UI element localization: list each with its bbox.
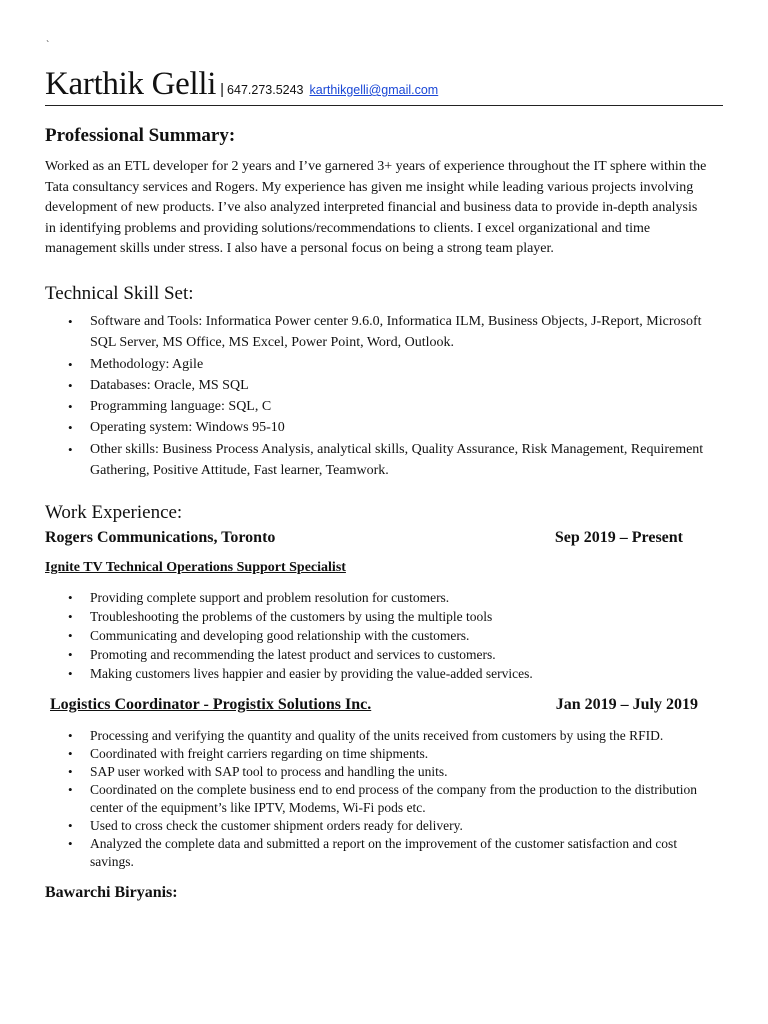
- experience-section: [45, 501, 725, 904]
- stray-mark: `: [46, 40, 50, 51]
- summary-text: Worked as an ETL developer for 2 years and I’ve garnered 3+ years of experience throughout the IT sphere within the Tata consultancy services and Rogers. My experience has given me insight while leading various projects involving development of new products. I’ve also analyzed interpreted financial and business data to provide in-depth analysis in identifying problems and providing solutions/recommendations to clients. I excel organizational and time management skills under stress. I also have a personal focus on being a strong team player.: [45, 159, 707, 257]
- skill-item: • Software and Tools: Informatica Power center 9.6.0, Informatica ILM, Business Objects, J-Report, Microsoft SQL Server, MS Office, MS Excel, Power Point, Word, Outlook.: [45, 311, 725, 354]
- skills-list: [45, 311, 725, 481]
- job-dates: Jan 2019 – July 2019: [555, 696, 698, 714]
- company-name: Rogers Communications, Toronto: [45, 529, 276, 547]
- company-name: Bawarchi Biryanis:: [45, 884, 178, 902]
- experience-heading: Work Experience:: [45, 502, 183, 524]
- duty-item: • Analyzed the complete data and submitted a report on the improvement of the customer satisfaction and cost savings.: [45, 835, 720, 871]
- phone-number: 647.273.5243: [227, 83, 304, 97]
- header-separator: |: [220, 81, 225, 98]
- skill-item: • Databases: Oracle, MS SQL: [45, 375, 725, 396]
- resume-header: [45, 66, 723, 106]
- duty-item: • Coordinated on the complete business end to end process of the company from the production to the distribution center of the equipment’s like IPTV, Modems, Wi-Fi pods etc.: [45, 781, 720, 817]
- duty-item: • SAP user worked with SAP tool to process and handling the units.: [45, 763, 720, 781]
- skill-item: • Methodology: Agile: [45, 354, 725, 375]
- email-link[interactable]: karthikgelli@gmail.com: [309, 83, 439, 97]
- skill-item: • Programming language: SQL, C: [45, 396, 725, 417]
- duty-item: • Promoting and recommending the latest product and services to customers.: [45, 646, 725, 665]
- skills-heading: Technical Skill Set:: [45, 282, 194, 304]
- duty-item: • Used to cross check the customer shipment orders ready for delivery.: [45, 817, 720, 835]
- duty-item: • Processing and verifying the quantity and quality of the units received from customers by using the RFID.: [45, 727, 720, 745]
- candidate-name: Karthik Gelli: [45, 66, 217, 102]
- job-rogers-header: [45, 527, 683, 549]
- job-progistix-header: [45, 694, 698, 716]
- duty-item: • Providing complete support and problem resolution for customers.: [45, 589, 725, 608]
- skills-section: [45, 283, 725, 481]
- duties-list: [45, 589, 725, 683]
- resume-body: [45, 124, 725, 904]
- job-title: Ignite TV Technical Operations Support Specialist: [45, 560, 346, 576]
- summary-section: [45, 124, 725, 260]
- duty-item: • Coordinated with freight carriers regarding on time shipments.: [45, 745, 720, 763]
- duty-item: • Making customers lives happier and easier by providing the value-added services.: [45, 665, 725, 684]
- duties-list: [45, 727, 720, 871]
- summary-heading: Professional Summary:: [45, 125, 236, 146]
- duty-item: • Communicating and developing good relationship with the customers.: [45, 627, 725, 646]
- job-title: Logistics Coordinator - Progistix Solutions Inc.: [50, 696, 372, 714]
- skill-item: • Operating system: Windows 95-10: [45, 417, 725, 438]
- duty-item: • Troubleshooting the problems of the customers by using the multiple tools: [45, 608, 725, 627]
- job-dates: Sep 2019 – Present: [554, 529, 683, 547]
- skill-item: • Other skills: Business Process Analysis, analytical skills, Quality Assurance, Risk Management, Requirement Gathering, Positive Attitude, Fast learner, Teamwork.: [45, 439, 725, 482]
